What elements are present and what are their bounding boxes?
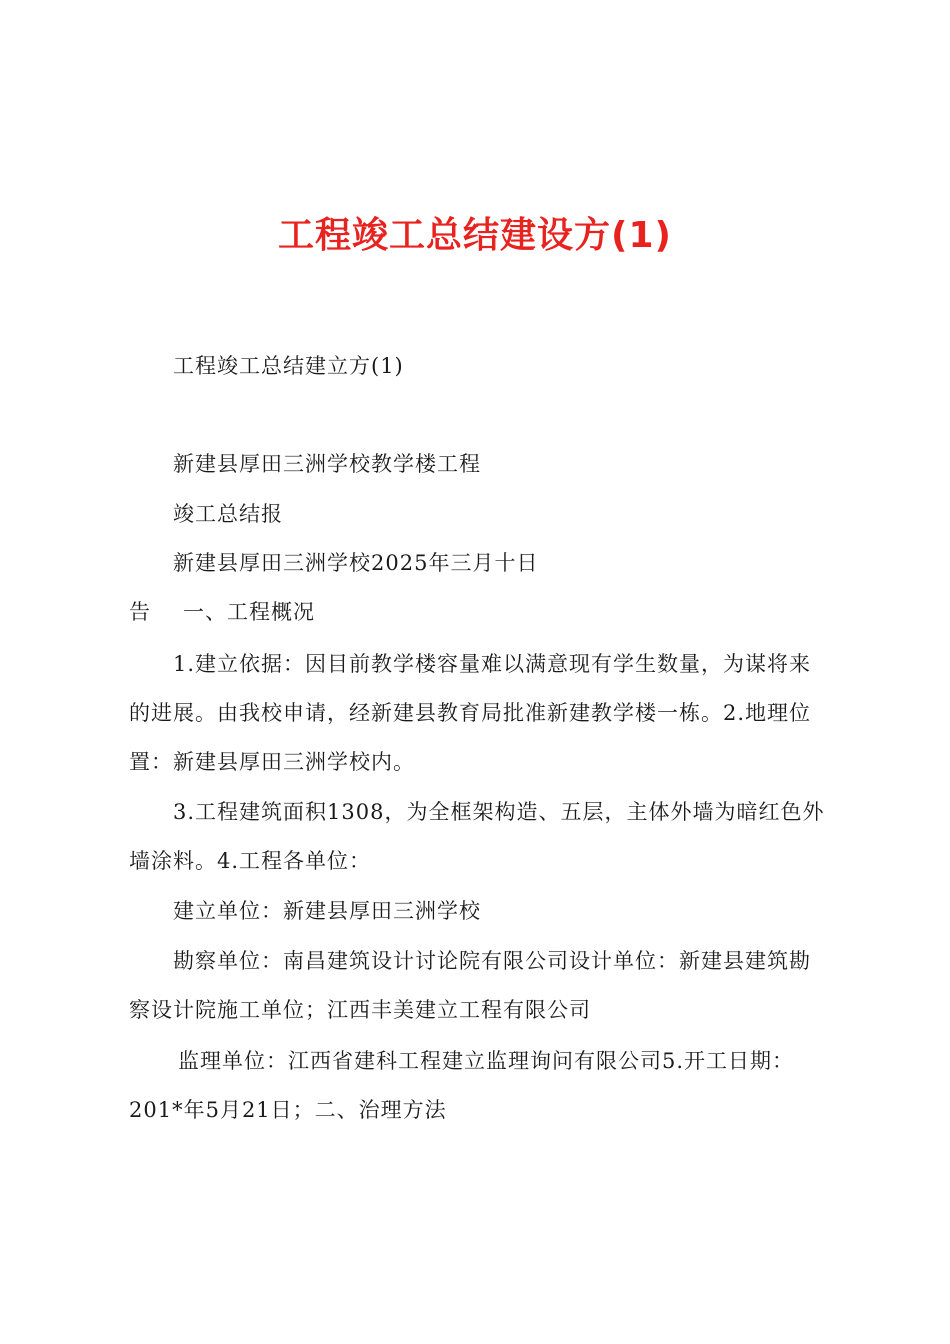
report-suffix-char: 告 xyxy=(129,600,151,624)
subtitle-line: 工程竣工总结建立方(1) xyxy=(173,354,404,378)
report-heading-line: 竣工总结报 xyxy=(173,502,283,526)
paragraph-line: 建立单位：新建县厚田三洲学校 xyxy=(173,899,481,923)
paragraph-line: 201*年5月21日；二、治理方法 xyxy=(129,1098,447,1122)
paragraph-line: 监理单位：江西省建科工程建立监理询问有限公司5.开工日期： xyxy=(178,1049,795,1073)
document-title: 工程竣工总结建设方(1) xyxy=(278,215,672,256)
paragraph-line: 置：新建县厚田三洲学校内。 xyxy=(129,750,415,774)
project-name-line: 新建县厚田三洲学校教学楼工程 xyxy=(173,452,481,476)
author-date-line: 新建县厚田三洲学校2025年三月十日 xyxy=(173,551,539,575)
paragraph-line: 的进展。由我校申请，经新建县教育局批准新建教学楼一栋。2.地理位 xyxy=(129,701,812,725)
section-heading-overview: 一、工程概况 xyxy=(183,600,315,624)
paragraph-line: 1.建立依据：因目前教学楼容量难以满意现有学生数量，为谋将来 xyxy=(173,652,812,676)
paragraph-line: 勘察单位：南昌建筑设计讨论院有限公司设计单位：新建县建筑勘 xyxy=(173,949,811,973)
paragraph-line: 3.工程建筑面积1308，为全框架构造、五层，主体外墙为暗红色外 xyxy=(173,800,825,824)
paragraph-line: 墙涂料。4.工程各单位： xyxy=(129,849,372,873)
paragraph-line: 察设计院施工单位；江西丰美建立工程有限公司 xyxy=(129,998,591,1022)
